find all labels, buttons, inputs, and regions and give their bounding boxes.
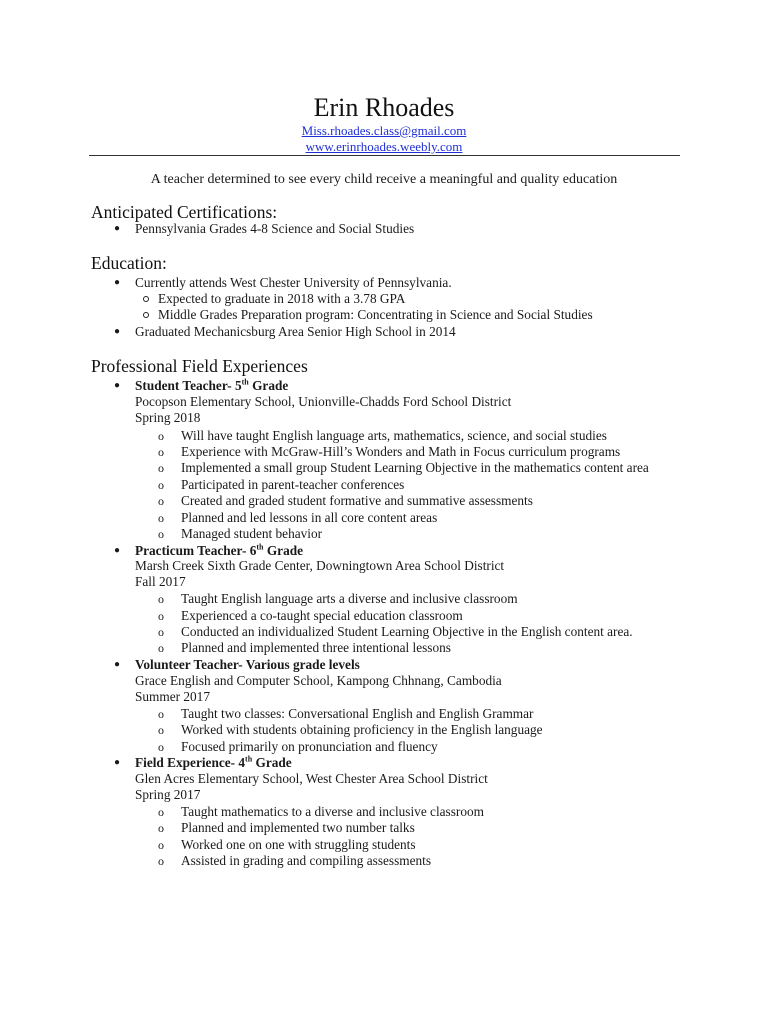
certification-item: Pennsylvania Grades 4-8 Science and Social Studies xyxy=(135,221,415,236)
job-date: Fall 2017 xyxy=(135,574,186,589)
education-subitem: Middle Grades Preparation program: Concentrating in Science and Social Studies xyxy=(158,307,593,322)
job-title: Field Experience- 4th Grade xyxy=(135,754,292,770)
job-point: Taught two classes: Conversational English and English Grammar xyxy=(181,706,534,721)
circle-bullet-icon: o xyxy=(158,592,164,606)
job-point: Experience with McGraw-Hill’s Wonders and Math in Focus curriculum programs xyxy=(181,444,621,459)
job-date: Summer 2017 xyxy=(135,689,210,704)
job-point: Taught mathematics to a diverse and inclusive classroom xyxy=(181,804,484,819)
bullet-icon: ● xyxy=(114,757,121,768)
job-point: Worked one on one with struggling students xyxy=(181,837,416,852)
circle-bullet-icon: o xyxy=(158,461,164,475)
job-point: Experienced a co-taught special education classroom xyxy=(181,608,463,623)
bullet-icon: ● xyxy=(114,277,121,288)
circle-bullet-icon: o xyxy=(158,527,164,541)
circle-bullet-icon: o xyxy=(158,838,164,852)
certifications-heading: Anticipated Certifications: xyxy=(91,202,278,222)
job-point: Implemented a small group Student Learning Objective in the mathematics content area xyxy=(181,460,649,475)
website-link[interactable]: www.erinrhoades.weebly.com xyxy=(305,139,463,154)
objective-statement: A teacher determined to see every child receive a meaningful and quality education xyxy=(150,172,618,187)
circle-bullet-icon: o xyxy=(158,707,164,721)
job-point: Taught English language arts a diverse and inclusive classroom xyxy=(181,591,518,606)
circle-bullet-icon: o xyxy=(158,478,164,492)
resume-name: Erin Rhoades xyxy=(313,93,455,122)
circle-bullet-icon: o xyxy=(158,511,164,525)
circle-bullet-icon: o xyxy=(158,429,164,443)
circle-bullet-icon: o xyxy=(158,494,164,508)
circle-bullet-icon: o xyxy=(158,821,164,835)
job-point: Worked with students obtaining proficiency in the English language xyxy=(181,722,543,737)
job-date: Spring 2018 xyxy=(135,410,201,425)
job-point: Assisted in grading and compiling assessments xyxy=(181,853,432,868)
job-point: Created and graded student formative and summative assessments xyxy=(181,493,533,508)
email-link[interactable]: Miss.rhoades.class@gmail.com xyxy=(301,123,467,138)
job-point: Planned and implemented two number talks xyxy=(181,820,415,835)
circle-bullet-icon: o xyxy=(158,445,164,459)
education-subitem: Expected to graduate in 2018 with a 3.78 GPA xyxy=(158,291,406,306)
education-item: Currently attends West Chester University of Pennsylvania. xyxy=(135,275,452,290)
education-item: Graduated Mechanicsburg Area Senior High School in 2014 xyxy=(135,324,456,339)
open-circle-bullet-icon xyxy=(143,296,149,302)
bullet-icon: ● xyxy=(114,223,121,234)
bullet-icon: ● xyxy=(114,380,121,391)
job-title: Volunteer Teacher- Various grade levels xyxy=(135,657,360,672)
job-title: Practicum Teacher- 6th Grade xyxy=(135,542,304,558)
circle-bullet-icon: o xyxy=(158,740,164,754)
job-point: Managed student behavior xyxy=(181,526,323,541)
job-point: Participated in parent-teacher conferences xyxy=(181,477,405,492)
job-school: Pocopson Elementary School, Unionville-Chadds Ford School District xyxy=(135,394,512,409)
circle-bullet-icon: o xyxy=(158,854,164,868)
header-divider xyxy=(89,155,680,156)
job-point: Planned and implemented three intentional lessons xyxy=(181,640,451,655)
bullet-icon: ● xyxy=(114,326,121,337)
circle-bullet-icon: o xyxy=(158,805,164,819)
circle-bullet-icon: o xyxy=(158,641,164,655)
job-point: Conducted an individualized Student Learning Objective in the English content area. xyxy=(181,624,633,639)
education-heading: Education: xyxy=(91,253,167,273)
job-school: Marsh Creek Sixth Grade Center, Downingtown Area School District xyxy=(135,558,505,573)
circle-bullet-icon: o xyxy=(158,609,164,623)
job-title: Student Teacher- 5th Grade xyxy=(135,377,289,393)
job-point: Will have taught English language arts, mathematics, science, and social studies xyxy=(181,428,607,443)
bullet-icon: ● xyxy=(114,545,121,556)
job-date: Spring 2017 xyxy=(135,787,201,802)
open-circle-bullet-icon xyxy=(143,312,149,318)
circle-bullet-icon: o xyxy=(158,723,164,737)
experience-heading: Professional Field Experiences xyxy=(91,356,308,376)
circle-bullet-icon: o xyxy=(158,625,164,639)
job-point: Planned and led lessons in all core content areas xyxy=(181,510,438,525)
job-school: Glen Acres Elementary School, West Chester Area School District xyxy=(135,771,488,786)
bullet-icon: ● xyxy=(114,659,121,670)
job-school: Grace English and Computer School, Kampong Chhnang, Cambodia xyxy=(135,673,502,688)
job-point: Focused primarily on pronunciation and fluency xyxy=(181,739,438,754)
